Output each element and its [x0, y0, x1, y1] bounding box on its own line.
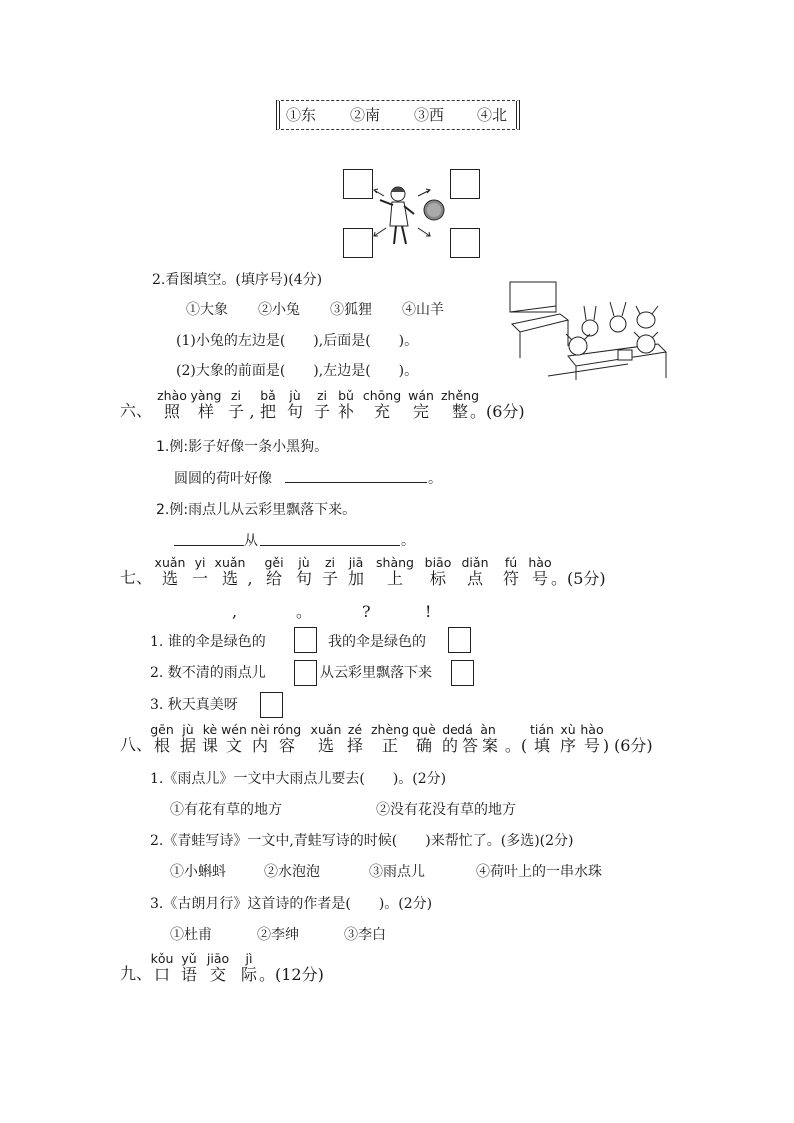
- hanzi: 一: [191, 569, 209, 588]
- pinyin: zi: [316, 388, 328, 403]
- pinyin: hào: [580, 722, 604, 737]
- hanzi: 正: [381, 736, 399, 755]
- hanzi: 选: [221, 569, 239, 588]
- q2-option: ③雨点儿: [369, 864, 425, 880]
- hanzi: 句: [295, 569, 313, 588]
- hanzi: 给: [265, 569, 283, 588]
- question-2-line-1: (1)小兔的左边是( ),后面是( )。: [176, 333, 419, 349]
- hanzi: 答: [461, 736, 479, 755]
- hanzi: 交: [209, 965, 227, 984]
- hanzi: 际: [240, 965, 258, 984]
- punctuation-box[interactable]: [448, 627, 471, 653]
- pinyin: zé: [347, 722, 363, 737]
- pinyin: kǒu: [150, 951, 174, 966]
- hanzi: 选: [161, 569, 179, 588]
- hanzi: 。(: [504, 736, 528, 755]
- punctuation-mark: ,: [232, 602, 238, 621]
- section-8-q2: 2.《青蛙写诗》一文中,青蛙写诗的时候( )来帮忙了。(多选)(2分): [150, 833, 574, 849]
- section-6-example-1: 1.例:影子好像一条小黑狗。: [156, 439, 329, 455]
- pinyin: yàng: [190, 388, 222, 403]
- pinyin: wán: [408, 388, 434, 403]
- pinyin: què: [412, 722, 436, 737]
- hanzi: 加: [347, 569, 365, 588]
- pinyin: shàng: [376, 555, 414, 570]
- hanzi: 序: [559, 736, 577, 755]
- punctuation-box[interactable]: [294, 627, 317, 653]
- section-6-score: 。(6分): [470, 402, 525, 421]
- section-8-score: (6分): [614, 736, 653, 755]
- hanzi: 标: [429, 569, 447, 588]
- hanzi: 号: [531, 569, 549, 588]
- hanzi: 内: [251, 736, 269, 755]
- pinyin: biāo: [424, 555, 452, 570]
- section-8-q3: 3.《古朗月行》这首诗的作者是( )。(2分): [150, 896, 433, 912]
- hanzi: 课: [201, 736, 219, 755]
- pinyin: chōng: [362, 388, 402, 403]
- hanzi: 符: [502, 569, 520, 588]
- question-2-title: 2.看图填空。(填序号)(4分): [152, 272, 323, 288]
- pinyin: zi: [230, 388, 242, 403]
- hanzi: 号: [583, 736, 601, 755]
- hanzi: 的: [441, 736, 459, 755]
- classroom-animals-illustration: [508, 280, 668, 382]
- q2-option: ①小蝌蚪: [170, 864, 226, 880]
- hanzi: 案: [481, 736, 499, 755]
- direction-option: ③西: [414, 106, 445, 124]
- punctuation-box[interactable]: [294, 660, 317, 686]
- hanzi: 完: [412, 402, 430, 421]
- punctuation-box[interactable]: [260, 692, 283, 718]
- hanzi: 样: [197, 402, 215, 421]
- fill-blank-2a[interactable]: [174, 545, 244, 546]
- hanzi: 点: [466, 569, 484, 588]
- section-6-fill-1-prefix: 圆圆的荷叶好像: [174, 471, 272, 487]
- hanzi: 据: [179, 736, 197, 755]
- q3-option: ①杜甫: [170, 927, 212, 943]
- hanzi: 确: [415, 736, 433, 755]
- pinyin: róng: [272, 722, 302, 737]
- hanzi: 上: [386, 569, 404, 588]
- answer-box-bottom-left[interactable]: [343, 228, 373, 258]
- hanzi: 句: [286, 402, 304, 421]
- animal-option: ④山羊: [402, 302, 444, 318]
- pinyin: zi: [324, 555, 336, 570]
- section-6-fill-2-end: 。: [401, 533, 415, 549]
- pinyin: jù: [182, 722, 194, 737]
- animal-option: ②小兔: [258, 302, 300, 318]
- hanzi: 子: [321, 569, 339, 588]
- pinyin: xuǎn: [154, 555, 186, 570]
- hanzi: 子: [227, 402, 245, 421]
- hanzi: 容: [278, 736, 296, 755]
- pinyin: xuǎn: [310, 722, 342, 737]
- hanzi: ,: [247, 569, 253, 588]
- section-9-score: 。(12分): [259, 965, 324, 984]
- hanzi: 口: [153, 965, 171, 984]
- pinyin: zhèng: [370, 722, 410, 737]
- pinyin: zhào: [157, 388, 187, 403]
- pinyin: jiā: [348, 555, 364, 570]
- q1-option: ②没有花没有草的地方: [376, 802, 516, 818]
- pinyin: nèi: [250, 722, 270, 737]
- pinyin: hào: [528, 555, 552, 570]
- section-7-score: 。(5分): [551, 569, 606, 588]
- q2-option: ②水泡泡: [264, 864, 320, 880]
- q2-option: ④荷叶上的一串水珠: [476, 864, 602, 880]
- hanzi: 语: [180, 965, 198, 984]
- hanzi: 补: [337, 402, 355, 421]
- answer-box-top-left[interactable]: [343, 169, 373, 199]
- punctuation-mark: !: [425, 602, 432, 621]
- sentence-2-part-b: 从云彩里飘落下来: [320, 665, 432, 681]
- section-6-fill-2-mid: 从: [244, 533, 258, 549]
- hanzi: ,: [249, 402, 255, 421]
- punctuation-mark: 。: [296, 602, 313, 621]
- pinyin: yǔ: [181, 951, 197, 966]
- sentence-2-part-a: 2. 数不清的雨点儿: [150, 665, 266, 681]
- direction-option: ④北: [477, 106, 508, 124]
- pinyin: fú: [504, 555, 518, 570]
- q3-option: ③李白: [344, 927, 386, 943]
- animal-option: ③狐狸: [330, 302, 372, 318]
- section-6-number: 六、: [120, 401, 153, 420]
- direction-option: ②南: [350, 106, 381, 124]
- punctuation-mark: ?: [362, 602, 371, 621]
- pinyin: àn: [480, 722, 496, 737]
- pinyin: jì: [245, 951, 253, 966]
- pinyin: kè: [202, 722, 218, 737]
- pinyin: bǎ: [260, 388, 276, 403]
- sentence-1-part-b: 我的伞是绿色的: [328, 634, 426, 650]
- sentence-1-part-a: 1. 谁的伞是绿色的: [150, 634, 266, 650]
- pinyin: dá: [457, 722, 473, 737]
- pinyin: jiāo: [206, 951, 230, 966]
- pinyin: zhěng: [440, 388, 480, 403]
- pinyin: xuǎn: [214, 555, 246, 570]
- fill-blank-1[interactable]: [285, 482, 427, 483]
- pinyin: gěi: [264, 555, 284, 570]
- hanzi: 充: [373, 402, 391, 421]
- hanzi: 整: [451, 402, 469, 421]
- girl-and-sun-illustration: [370, 180, 460, 260]
- animal-option: ①大象: [186, 302, 228, 318]
- sentence-3: 3. 秋天真美呀: [150, 697, 238, 713]
- pinyin: jù: [289, 388, 301, 403]
- section-9-number: 九、: [120, 964, 153, 983]
- pinyin: yi: [194, 555, 206, 570]
- pinyin: diǎn: [461, 555, 489, 570]
- fill-blank-2b[interactable]: [260, 545, 400, 546]
- pinyin: gēn: [150, 722, 174, 737]
- direction-option: ①东: [286, 106, 317, 124]
- pinyin: jù: [298, 555, 310, 570]
- section-8-number: 八、: [120, 735, 153, 754]
- section-8-q1: 1.《雨点儿》一文中大雨点儿要去( )。(2分): [150, 771, 447, 787]
- hanzi: 填: [533, 736, 551, 755]
- pinyin: de: [442, 722, 458, 737]
- question-2-line-2: (2)大象的前面是( ),左边是( )。: [176, 363, 419, 379]
- pinyin: xù: [560, 722, 576, 737]
- hanzi: 照: [163, 402, 181, 421]
- hanzi: 子: [313, 402, 331, 421]
- section-6-example-2: 2.例:雨点儿从云彩里飘落下来。: [156, 502, 357, 518]
- pinyin: tián: [530, 722, 554, 737]
- hanzi: ): [602, 736, 610, 755]
- q1-option: ①有花有草的地方: [170, 802, 282, 818]
- hanzi: 把: [259, 402, 277, 421]
- punctuation-box[interactable]: [451, 660, 474, 686]
- hanzi: 选: [317, 736, 335, 755]
- hanzi: 根: [153, 736, 171, 755]
- hanzi: 文: [225, 736, 243, 755]
- hanzi: 择: [346, 736, 364, 755]
- section-6-fill-1-end: 。: [428, 471, 442, 487]
- pinyin: bǔ: [338, 388, 354, 403]
- section-7-number: 七、: [120, 568, 153, 587]
- q3-option: ②李绅: [257, 927, 299, 943]
- pinyin: wén: [221, 722, 247, 737]
